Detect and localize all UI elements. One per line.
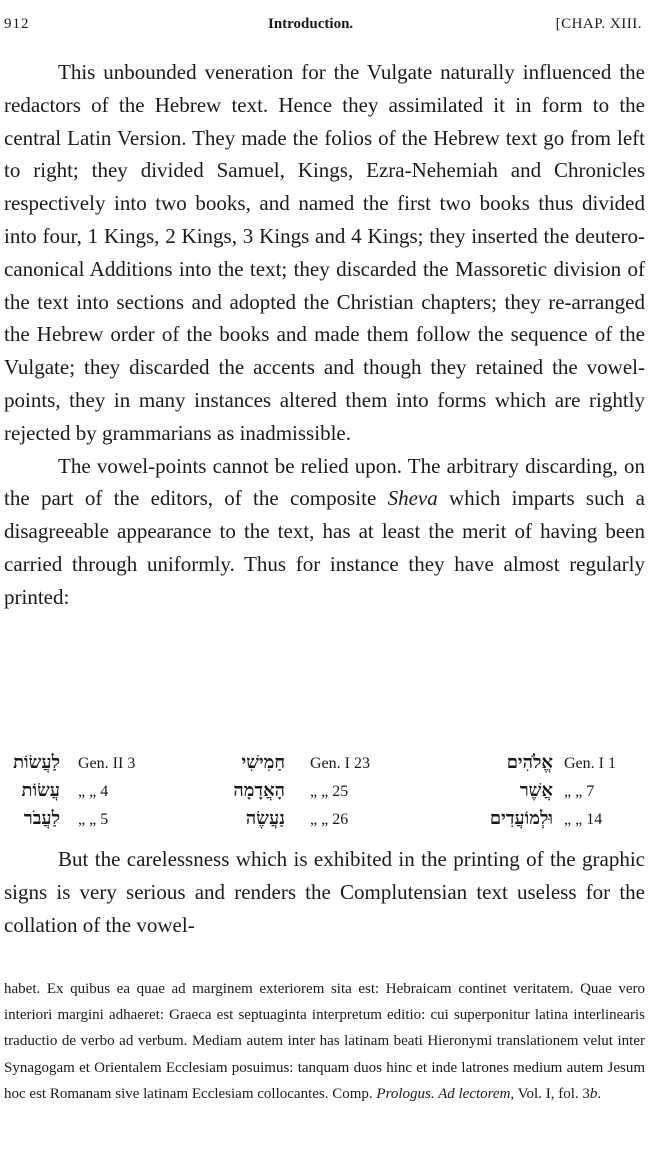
verse-reference: Gen. I 23 [310, 755, 370, 772]
hebrew-word: אֲשֶׁר [519, 780, 553, 801]
footnote-period: . [597, 1085, 602, 1102]
hebrew-examples-table [4, 752, 645, 836]
footnote-body: habet. Ex quibus ea quae ad marginem exteriorem sita est: Hebraicam continet veritatem. Quae vero interiori margini adhaeret: Graeca est septuaginta interpretum editio: cui superponitur latina interlinearis traductio de verbo ad verbum. Mediam autem inter has latinam beati Hieronymi translationem velut inter Synagogam et Orientalem Ecclesiam posuimus: tanquam duos hinc et inde latrones medium autem Jesum hoc est Romanam sive latinam Ecclesiam collocantes. Comp. [4, 981, 645, 1102]
verse-reference: Gen. I 1 [564, 755, 616, 772]
example-row [4, 752, 645, 780]
verse-reference: „ „ 26 [310, 811, 349, 828]
paragraph-vowel-points-start: The vowel-points cannot be relied upon. The arbitrary discarding, on the part of the editors, of the composite [4, 453, 645, 511]
paragraph-vowel-points [4, 450, 645, 614]
hebrew-word: אֱלֹהִים [506, 752, 553, 773]
hebrew-word: הָאֲדָמָה [233, 780, 285, 801]
chapter-label: [CHAP. XIII. [555, 16, 642, 32]
hebrew-word: חַמִישִׁי [241, 752, 285, 773]
main-text [4, 56, 645, 614]
hebrew-word: לַעֲבֹר [23, 808, 60, 829]
running-header [0, 14, 650, 38]
example-row [4, 780, 645, 808]
footnote-folio-side: b [589, 1085, 598, 1102]
footnote-volume: , Vol. I, fol. 3 [510, 1085, 590, 1102]
verse-reference: „ „ 14 [564, 811, 603, 828]
verse-reference: „ „ 5 [78, 811, 109, 828]
footnote-text [4, 976, 645, 1107]
sheva-term: Sheva [387, 486, 438, 511]
page-number: 912 [4, 16, 30, 32]
verse-reference: „ „ 7 [564, 783, 595, 800]
verse-reference: Gen. II 3 [78, 755, 136, 772]
hebrew-word: לַעֲשׂוֹת [13, 752, 60, 773]
footnote-citation: Prologus. Ad lectorem [376, 1085, 511, 1102]
hebrew-word: עֲשׂוֹת [21, 780, 60, 801]
verse-reference: „ „ 4 [78, 783, 109, 800]
hebrew-word: וּלְמוֹעֲדִים [489, 808, 553, 829]
running-title: Introduction. [268, 16, 354, 32]
paragraph-carelessness: But the carelessness which is exhibited in the printing of the graphic signs is very serious and renders the Complutensian text useless for the collation of the vowel- [4, 847, 645, 937]
main-text-continued [4, 843, 645, 941]
paragraph-vowel-points-end: which imparts such a disagreeable appearance to the text, has at least the merit of having been carried through uniformly. Thus for instance they have almost regularly printed: [4, 486, 646, 609]
verse-reference: „ „ 25 [310, 783, 349, 800]
example-row [4, 808, 645, 836]
paragraph-vulgate-veneration: This unbounded veneration for the Vulgate naturally influenced the redactors of the Hebrew text. Hence they assimilated it in form to the central Latin Version. They made the folios of the Hebrew text go from left to right; they divided Samuel, Kings, Ezra-Nehemiah and Chronicles respectively into two books, and named the first two books thus divided into four, 1 Kings, 2 Kings, 3 Kings and 4 Kings; they inserted the deutero-canonical Additions into the text; they discarded the Massoretic division of the text into sections and adopted the Christian chapters; they re-arranged the Hebrew order of the books and made them follow the sequence of the Vulgate; they discarded the accents and though they retained the vowel-points, they in many instances altered them into forms which are rightly rejected by grammarians as inadmissible. [4, 60, 645, 445]
footnote [4, 976, 645, 1107]
hebrew-word: נַעֲשֶׂה [245, 808, 285, 829]
